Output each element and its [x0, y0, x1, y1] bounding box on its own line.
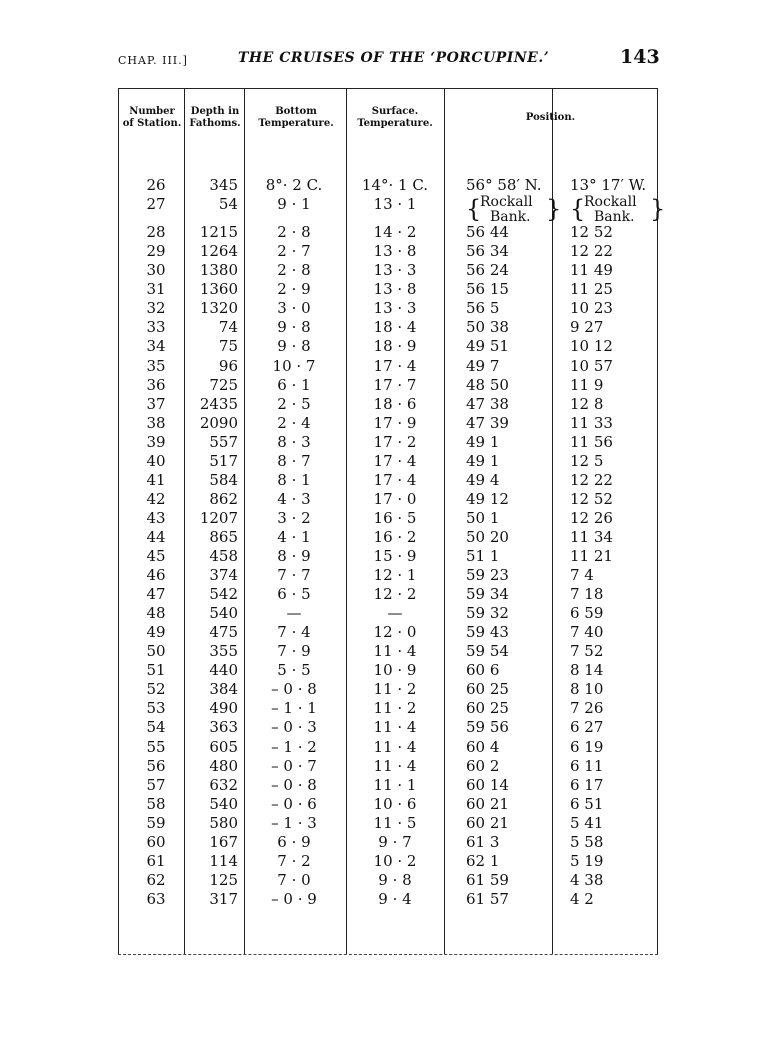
station-number: 41 [146, 470, 166, 489]
surface-temperature: 15 · 9 [373, 546, 417, 565]
position-latitude: 49 7 [466, 356, 500, 375]
position-latitude: 61 57 [466, 889, 509, 908]
position-latitude: 59 32 [466, 604, 509, 623]
depth-fathoms: 580 [209, 813, 238, 832]
table-row [118, 395, 658, 414]
position-longitude: 12 22 [570, 242, 613, 261]
surface-temperature: 11 · 4 [373, 756, 417, 775]
station-number: 63 [146, 889, 166, 908]
table-row [118, 566, 658, 585]
bottom-temperature: 6 · 9 [277, 832, 311, 851]
right-brace-icon: } [650, 195, 666, 223]
depth-fathoms: 355 [209, 642, 238, 661]
depth-fathoms: 475 [209, 623, 238, 642]
surface-temperature: 12 · 2 [373, 585, 417, 604]
depth-fathoms: 54 [218, 195, 238, 213]
header-position: Position. [525, 112, 576, 123]
table-row [118, 547, 658, 566]
table-row [118, 738, 658, 757]
bottom-temperature: 8 · 3 [277, 432, 311, 451]
position-latitude: 59 54 [466, 642, 509, 661]
surface-temperature: 16 · 2 [373, 527, 417, 546]
bottom-temperature: 9 · 8 [277, 337, 311, 356]
depth-fathoms: 374 [209, 566, 238, 584]
bottom-temperature: 6 · 5 [277, 585, 311, 604]
depth-fathoms: 540 [209, 604, 238, 623]
depth-fathoms: 363 [209, 718, 238, 737]
position-longitude: 11 9 [570, 375, 604, 394]
position-longitude: 12 26 [570, 508, 613, 527]
table-row [118, 852, 658, 871]
position-latitude: 49 1 [466, 451, 500, 470]
position-longitude: 4 2 [570, 889, 594, 908]
table-row [118, 194, 666, 225]
bottom-temperature: 9 · 8 [277, 318, 311, 337]
depth-fathoms: 384 [209, 680, 238, 699]
station-number: 52 [146, 680, 166, 699]
depth-fathoms: 584 [209, 470, 238, 489]
station-number: 27 [146, 195, 166, 213]
depth-fathoms: 862 [209, 489, 238, 508]
table-row [118, 814, 658, 833]
position-latitude: 60 2 [466, 756, 500, 775]
table-bottom-rule [118, 954, 658, 955]
surface-temperature: 10 · 9 [373, 661, 417, 680]
surface-temperature: 13 · 1 [373, 195, 417, 213]
position-latitude: 59 43 [466, 623, 509, 642]
surface-temperature: 17 · 4 [373, 470, 417, 489]
surface-temperature: 11 · 4 [373, 737, 417, 756]
position-latitude: 56 44 [466, 223, 509, 242]
depth-fathoms: 1264 [199, 242, 238, 261]
depth-fathoms: 114 [209, 851, 238, 870]
header-station: Number of Station. [122, 106, 182, 129]
depth-fathoms: 75 [218, 337, 238, 356]
station-number: 49 [146, 623, 166, 642]
position-latitude: 56 34 [466, 242, 509, 261]
table-row [118, 680, 658, 699]
table-row [118, 452, 658, 471]
table-row [118, 871, 658, 890]
position-latitude: 56 15 [466, 280, 509, 299]
bottom-temperature: – 0 · 3 [271, 718, 317, 737]
position-latitude: 49 51 [466, 337, 509, 356]
position-latitude: 61 3 [466, 832, 500, 851]
position-longitude: 5 19 [570, 851, 604, 870]
table-row [118, 176, 658, 195]
station-number: 26 [146, 176, 166, 194]
table-row [118, 280, 658, 299]
bottom-temperature: – 0 · 6 [271, 794, 317, 813]
depth-fathoms: 1215 [199, 223, 238, 242]
depth-fathoms: 317 [209, 889, 238, 908]
depth-fathoms: 725 [209, 375, 238, 394]
surface-temperature: 12 · 1 [373, 566, 417, 584]
depth-fathoms: 557 [209, 432, 238, 451]
bottom-temperature: 3 · 0 [277, 299, 311, 318]
table-row [118, 261, 658, 280]
position-longitude: 11 56 [570, 432, 613, 451]
bottom-temperature: 5 · 5 [277, 661, 311, 680]
surface-temperature: 17 · 9 [373, 413, 417, 432]
bottom-temperature: 6 · 1 [277, 375, 311, 394]
station-number: 42 [146, 489, 166, 508]
depth-fathoms: 2090 [199, 413, 238, 432]
surface-temperature: 9 · 7 [378, 832, 412, 851]
position-longitude: 7 4 [570, 566, 594, 584]
depth-fathoms: 458 [209, 546, 238, 565]
bottom-temperature: 7 · 4 [277, 623, 311, 642]
position-latitude: 49 4 [466, 470, 500, 489]
position-latitude: { Rockall Bank. } [466, 194, 562, 225]
position-latitude: 60 25 [466, 699, 509, 718]
position-latitude: 60 4 [466, 737, 500, 756]
left-brace-icon: { [466, 195, 482, 223]
depth-fathoms: 1380 [199, 261, 238, 280]
table-row [118, 585, 658, 604]
station-number: 29 [146, 242, 166, 261]
position-longitude: 9 27 [570, 318, 604, 337]
position-longitude: 11 21 [570, 546, 613, 565]
depth-fathoms: 542 [209, 585, 238, 604]
position-latitude: 49 12 [466, 489, 509, 508]
table-row [118, 318, 658, 337]
depth-fathoms: 540 [209, 794, 238, 813]
position-longitude: 6 59 [570, 604, 604, 623]
depth-fathoms: 1207 [199, 508, 238, 527]
depth-fathoms: 605 [209, 737, 238, 756]
table-row [118, 604, 658, 623]
position-longitude: 12 52 [570, 489, 613, 508]
position-longitude: 12 52 [570, 223, 613, 242]
surface-temperature: — [387, 604, 403, 623]
surface-temperature: 12 · 0 [373, 623, 417, 642]
depth-fathoms: 480 [209, 756, 238, 775]
surface-temperature: 18 · 4 [373, 318, 417, 337]
position-longitude: 8 14 [570, 661, 604, 680]
depth-fathoms: 167 [209, 832, 238, 851]
depth-fathoms: 865 [209, 527, 238, 546]
station-number: 58 [146, 794, 166, 813]
surface-temperature: 13 · 8 [373, 242, 417, 261]
bottom-temperature: – 1 · 1 [271, 699, 317, 718]
position-latitude: 56 24 [466, 261, 509, 280]
table-row [118, 337, 658, 356]
surface-temperature: 11 · 5 [373, 813, 417, 832]
surface-temperature: 14°· 1 C. [361, 176, 429, 194]
station-number: 54 [146, 718, 166, 737]
position-longitude: 7 40 [570, 623, 604, 642]
table-row [118, 509, 658, 528]
table-row [118, 490, 658, 509]
bottom-temperature: 4 · 1 [277, 527, 311, 546]
station-number: 48 [146, 604, 166, 623]
station-number: 50 [146, 642, 166, 661]
depth-fathoms: 74 [218, 318, 238, 337]
position-longitude: { Rockall Bank. } [570, 194, 666, 225]
depth-fathoms: 125 [209, 870, 238, 889]
table-row [118, 661, 658, 680]
position-latitude: 60 14 [466, 775, 509, 794]
table-row [118, 776, 658, 795]
depth-fathoms: 96 [218, 356, 238, 375]
station-number: 59 [146, 813, 166, 832]
position-latitude: 47 38 [466, 394, 509, 413]
surface-temperature: 18 · 6 [373, 394, 417, 413]
position-longitude: 6 27 [570, 718, 604, 737]
position-latitude: 49 1 [466, 432, 500, 451]
table-row [118, 223, 658, 242]
station-number: 43 [146, 508, 166, 527]
position-longitude: 11 25 [570, 280, 613, 299]
header-depth: Depth in Fathoms. [189, 106, 241, 129]
position-latitude: 56 5 [466, 299, 500, 318]
bottom-temperature: – 0 · 8 [271, 775, 317, 794]
surface-temperature: 9 · 4 [378, 889, 412, 908]
bottom-temperature: 10 · 7 [272, 356, 316, 375]
position-latitude: 61 59 [466, 870, 509, 889]
bottom-temperature: 3 · 2 [277, 508, 311, 527]
bottom-temperature: — [286, 604, 302, 623]
station-number: 38 [146, 413, 166, 432]
right-brace-icon: } [546, 195, 562, 223]
table-row [118, 642, 658, 661]
surface-temperature: 9 · 8 [378, 870, 412, 889]
bottom-temperature: 8 · 9 [277, 546, 311, 565]
bottom-temperature: 2 · 7 [277, 242, 311, 261]
surface-temperature: 13 · 8 [373, 280, 417, 299]
station-number: 57 [146, 775, 166, 794]
position-latitude: 59 56 [466, 718, 509, 737]
bottom-temperature: 8 · 1 [277, 470, 311, 489]
bottom-temperature: – 0 · 9 [271, 889, 317, 908]
surface-temperature: 17 · 0 [373, 489, 417, 508]
table-row [118, 718, 658, 737]
position-latitude: 50 1 [466, 508, 500, 527]
station-number: 53 [146, 699, 166, 718]
table-row [118, 242, 658, 261]
bottom-temperature: – 1 · 2 [271, 737, 317, 756]
station-number: 40 [146, 451, 166, 470]
position-longitude: 7 52 [570, 642, 604, 661]
surface-temperature: 10 · 6 [373, 794, 417, 813]
bottom-temperature: – 0 · 7 [271, 756, 317, 775]
left-brace-icon: { [570, 195, 586, 223]
station-number: 46 [146, 566, 166, 584]
table-row [118, 890, 658, 909]
position-longitude: 11 49 [570, 261, 613, 280]
bottom-temperature: 7 · 7 [277, 566, 311, 584]
table-row [118, 414, 658, 433]
header-surface-temperature: Surface. Temperature. [357, 106, 433, 129]
bottom-temperature: 7 · 0 [277, 870, 311, 889]
chapter-label: CHAP. III.] [118, 54, 188, 67]
depth-fathoms: 345 [209, 176, 238, 194]
depth-fathoms: 1320 [199, 299, 238, 318]
surface-temperature: 17 · 7 [373, 375, 417, 394]
station-number: 36 [146, 375, 166, 394]
table-row [118, 471, 658, 490]
position-latitude: 47 39 [466, 413, 509, 432]
bottom-temperature: 7 · 9 [277, 642, 311, 661]
running-header [0, 44, 776, 74]
position-longitude: 5 41 [570, 813, 604, 832]
surface-temperature: 11 · 2 [373, 699, 417, 718]
position-latitude: 51 1 [466, 546, 500, 565]
station-number: 32 [146, 299, 166, 318]
position-longitude: 6 11 [570, 756, 604, 775]
header-bottom-temperature: Bottom Temperature. [258, 106, 334, 129]
position-latitude: 59 34 [466, 585, 509, 604]
surface-temperature: 11 · 1 [373, 775, 417, 794]
position-longitude: 11 33 [570, 413, 613, 432]
position-longitude: 8 10 [570, 680, 604, 699]
position-longitude: 13° 17′ W. [570, 176, 647, 194]
position-latitude: 56° 58′ N. [466, 176, 542, 194]
bottom-temperature: 7 · 2 [277, 851, 311, 870]
depth-fathoms: 490 [209, 699, 238, 718]
station-number: 45 [146, 546, 166, 565]
table-row [118, 357, 658, 376]
table-row [118, 757, 658, 776]
position-longitude: 12 8 [570, 394, 604, 413]
position-longitude: 10 23 [570, 299, 613, 318]
surface-temperature: 10 · 2 [373, 851, 417, 870]
station-number: 33 [146, 318, 166, 337]
running-title: THE CRUISES OF THE ‘PORCUPINE.’ [238, 50, 550, 66]
station-number: 61 [146, 851, 166, 870]
position-latitude: 60 25 [466, 680, 509, 699]
position-longitude: 12 22 [570, 470, 613, 489]
position-longitude: 6 17 [570, 775, 604, 794]
position-latitude: 48 50 [466, 375, 509, 394]
bottom-temperature: 2 · 5 [277, 394, 311, 413]
station-number: 30 [146, 261, 166, 280]
depth-fathoms: 517 [209, 451, 238, 470]
station-number: 34 [146, 337, 166, 356]
surface-temperature: 16 · 5 [373, 508, 417, 527]
position-longitude: 7 18 [570, 585, 604, 604]
surface-temperature: 14 · 2 [373, 223, 417, 242]
position-longitude: 12 5 [570, 451, 604, 470]
station-number: 44 [146, 527, 166, 546]
surface-temperature: 17 · 2 [373, 432, 417, 451]
table-row [118, 299, 658, 318]
table-row [118, 795, 658, 814]
position-latitude: 62 1 [466, 851, 500, 870]
depth-fathoms: 1360 [199, 280, 238, 299]
surface-temperature: 11 · 4 [373, 718, 417, 737]
depth-fathoms: 632 [209, 775, 238, 794]
table-row [118, 623, 658, 642]
bottom-temperature: 8 · 7 [277, 451, 311, 470]
bottom-temperature: 4 · 3 [277, 489, 311, 508]
bottom-temperature: – 0 · 8 [271, 680, 317, 699]
station-number: 55 [146, 737, 166, 756]
bottom-temperature: 2 · 8 [277, 261, 311, 280]
depth-fathoms: 440 [209, 661, 238, 680]
bottom-temperature: – 1 · 3 [271, 813, 317, 832]
position-longitude: 10 12 [570, 337, 613, 356]
position-latitude: 50 20 [466, 527, 509, 546]
bottom-temperature: 9 · 1 [277, 195, 311, 213]
position-longitude: 10 57 [570, 356, 613, 375]
station-number: 51 [146, 661, 166, 680]
surface-temperature: 11 · 2 [373, 680, 417, 699]
position-longitude: 11 34 [570, 527, 613, 546]
station-number: 56 [146, 756, 166, 775]
position-longitude: 6 19 [570, 737, 604, 756]
table-row [118, 699, 658, 718]
surface-temperature: 13 · 3 [373, 261, 417, 280]
table-top-rule [118, 88, 658, 89]
table-row [118, 528, 658, 547]
position-latitude: 60 21 [466, 813, 509, 832]
station-number: 31 [146, 280, 166, 299]
position-latitude: 50 38 [466, 318, 509, 337]
position-latitude: 59 23 [466, 566, 509, 584]
surface-temperature: 13 · 3 [373, 299, 417, 318]
position-latitude: 60 21 [466, 794, 509, 813]
page-number: 143 [620, 46, 660, 68]
station-number: 37 [146, 394, 166, 413]
bottom-temperature: 2 · 8 [277, 223, 311, 242]
station-number: 62 [146, 870, 166, 889]
surface-temperature: 17 · 4 [373, 356, 417, 375]
station-number: 60 [146, 832, 166, 851]
bottom-temperature: 2 · 9 [277, 280, 311, 299]
station-table [118, 88, 666, 958]
table-row [118, 833, 658, 852]
bottom-temperature: 8°· 2 C. [265, 176, 323, 194]
table-row [118, 376, 658, 395]
surface-temperature: 11 · 4 [373, 642, 417, 661]
position-longitude: 7 26 [570, 699, 604, 718]
position-longitude: 5 58 [570, 832, 604, 851]
station-number: 47 [146, 585, 166, 604]
position-latitude: 60 6 [466, 661, 500, 680]
station-number: 28 [146, 223, 166, 242]
surface-temperature: 18 · 9 [373, 337, 417, 356]
station-number: 35 [146, 356, 166, 375]
station-number: 39 [146, 432, 166, 451]
position-longitude: 6 51 [570, 794, 604, 813]
depth-fathoms: 2435 [199, 394, 238, 413]
bottom-temperature: 2 · 4 [277, 413, 311, 432]
surface-temperature: 17 · 4 [373, 451, 417, 470]
table-row [118, 433, 658, 452]
position-longitude: 4 38 [570, 870, 604, 889]
